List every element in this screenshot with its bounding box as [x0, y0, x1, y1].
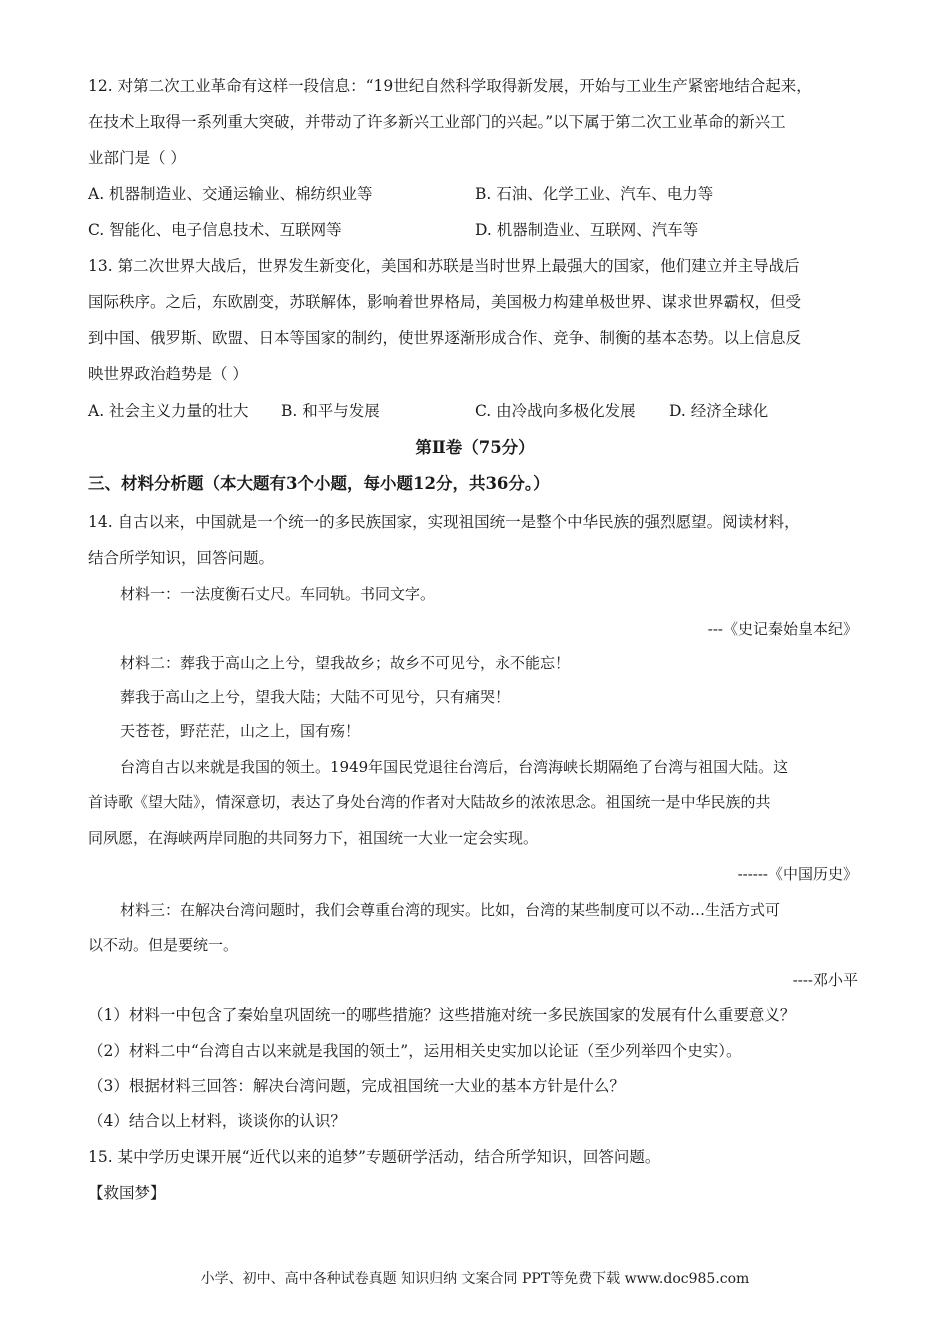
material-1: 材料一：一法度衡石丈尺。车同轨。书同文字。: [120, 585, 436, 603]
q12-option-b: B. 石油、化学工业、汽车、电力等: [475, 185, 714, 203]
q12-option-c: C. 智能化、电子信息技术、互联网等: [88, 221, 342, 239]
q14-subquestion-2: （2）材料二中“台湾自古以来就是我国的领土”，运用相关史实加以论证（至少列举四个史实）。: [88, 1042, 742, 1060]
q14-subquestion-4: （4）结合以上材料，谈谈你的认识？: [88, 1112, 346, 1130]
q14-intro-line-1: 14. 自古以来，中国就是一个统一的多民族国家，实现祖国统一是整个中华民族的强烈愿望。阅读材料，: [88, 513, 800, 531]
q12-option-d: D. 机器制造业、互联网、汽车等: [475, 221, 699, 239]
q13-line-3: 到中国、俄罗斯、欧盟、日本等国家的制约，使世界逐渐形成合作、竞争、制衡的基本态势。以上信息反: [88, 329, 802, 347]
material-2-source: ------《中国历史》: [737, 865, 858, 883]
q13-option-a: A. 社会主义力量的壮大: [88, 402, 249, 420]
q14-intro-line-2: 结合所学知识，回答问题。: [88, 549, 275, 567]
material-3-line-1: 材料三：在解决台湾问题时，我们会尊重台湾的现实。比如，台湾的某些制度可以不动…生活方式可: [120, 901, 781, 919]
q15-subhead: 【救国梦】: [88, 1184, 166, 1202]
section-title: 三、材料分析题（本大题有3个小题，每小题12分，共36分。）: [88, 474, 550, 493]
material-2-para-line-1: 台湾自古以来就是我国的领土。1949年国民党退往台湾后，台湾海峡长期隔绝了台湾与祖国大陆。这: [120, 758, 789, 776]
q15-intro: 15. 某中学历史课开展“近代以来的追梦”专题研学活动，结合所学知识，回答问题。: [88, 1148, 661, 1166]
q13-option-d: D. 经济全球化: [669, 402, 769, 420]
page-footer: 小学、初中、高中各种试卷真题 知识归纳 文案合同 PPT等免费下载 www.doc985.com: [200, 1271, 750, 1287]
q14-subquestion-1: （1）材料一中包含了秦始皇巩固统一的哪些措施？这些措施对统一多民族国家的发展有什么重要意义？: [88, 1006, 796, 1024]
q13-line-2: 国际秩序。之后，东欧剧变，苏联解体，影响着世界格局，美国极力构建单极世界、谋求世界霸权，但受: [88, 293, 802, 311]
q12-option-a: A. 机器制造业、交通运输业、棉纺织业等: [88, 185, 373, 203]
q12-line-3: 业部门是（ ）: [88, 149, 186, 167]
material-2-para-line-2: 首诗歌《望大陆》，情深意切，表达了身处台湾的作者对大陆故乡的浓浓思念。祖国统一是中华民族的共: [88, 793, 771, 811]
material-2-poem-line-2: 葬我于高山之上兮，望我大陆；大陆不可见兮，只有痛哭！: [120, 688, 511, 706]
q13-line-4: 映世界政治趋势是（ ）: [88, 365, 248, 383]
material-2-para-line-3: 同夙愿，在海峡两岸同胞的共同努力下，祖国统一大业一定会实现。: [88, 829, 539, 847]
q14-subquestion-3: （3）根据材料三回答：解决台湾问题，完成祖国统一大业的基本方针是什么？: [88, 1077, 625, 1095]
q12-line-2: 在技术上取得一系列重大突破，并带动了许多新兴工业部门的兴起。”以下属于第二次工业革命的新兴工: [88, 113, 786, 131]
q13-line-1: 13. 第二次世界大战后，世界发生新变化，美国和苏联是当时世界上最强大的国家，他们建立并主导战后: [88, 257, 800, 275]
material-2-poem-line-1: 材料二：葬我于高山之上兮，望我故乡；故乡不可见兮，永不能忘！: [120, 654, 571, 672]
material-1-source: ---《史记秦始皇本纪》: [707, 620, 858, 638]
material-3-line-2: 以不动。但是要统一。: [88, 936, 239, 954]
material-2-poem-line-3: 天苍苍，野茫茫，山之上，国有殇！: [120, 722, 361, 740]
q12-line-1: 12. 对第二次工业革命有这样一段信息：“19世纪自然科学取得新发展，开始与工业生产紧密地结合起来，: [88, 77, 812, 95]
material-3-source: ----邓小平: [792, 971, 858, 989]
volume-title: 第Ⅱ卷（75分）: [415, 438, 535, 457]
q13-option-c: C. 由冷战向多极化发展: [475, 402, 636, 420]
q13-option-b: B. 和平与发展: [281, 402, 380, 420]
